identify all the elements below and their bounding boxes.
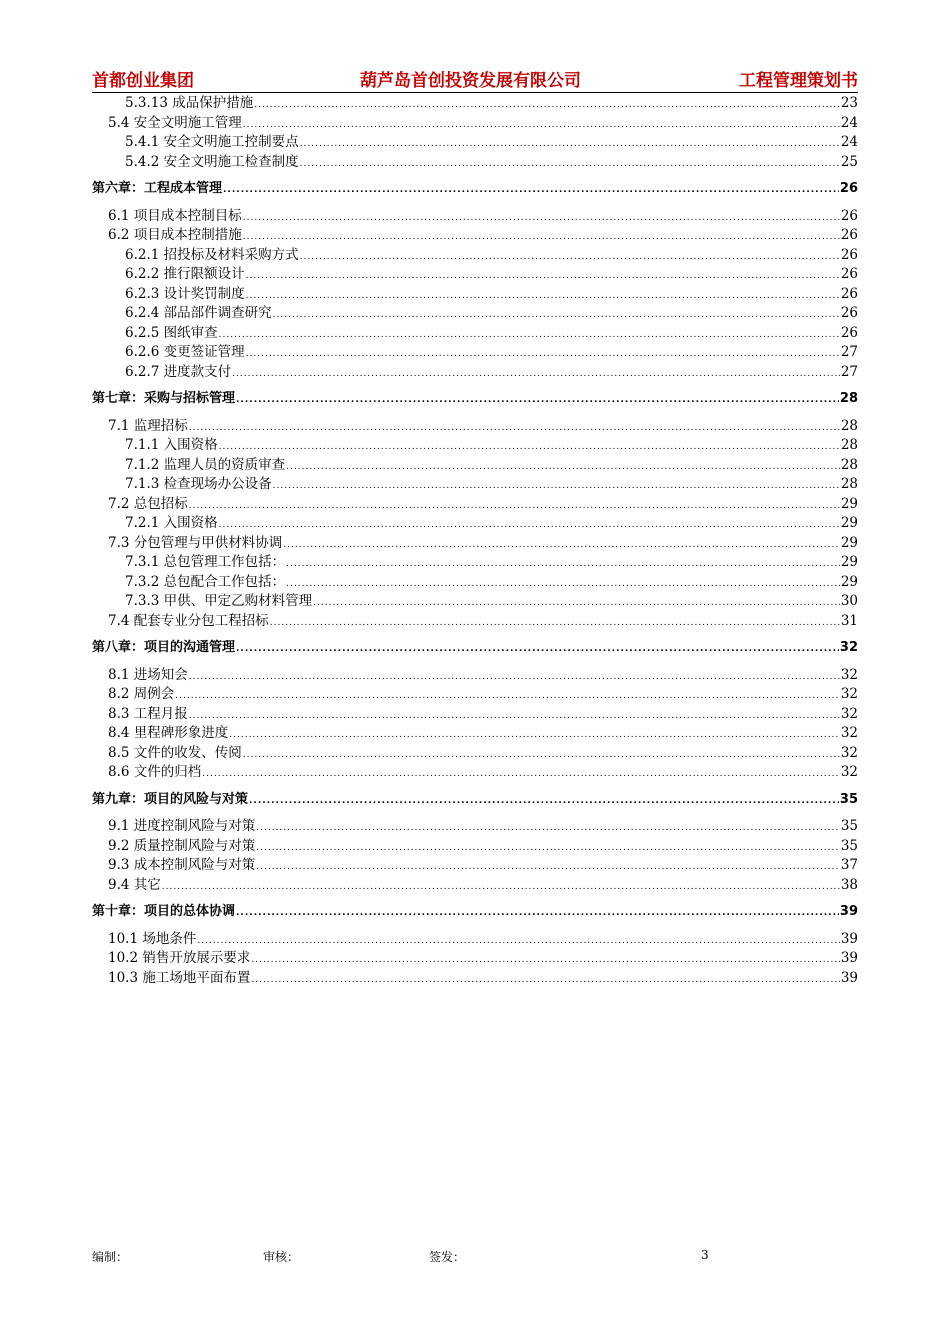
toc-dot-leader — [202, 765, 840, 785]
toc-entry[interactable] — [92, 343, 858, 363]
toc-entry-title: 7.1.3 检查现场办公设备 — [125, 476, 272, 492]
footer-issued-label: 签发： — [429, 1250, 466, 1264]
toc-dot-leader — [283, 536, 840, 556]
toc-dot-leader — [273, 306, 840, 326]
toc-page-number: 27 — [840, 344, 858, 360]
toc-entry[interactable] — [92, 930, 858, 950]
toc-chapter-entry[interactable] — [92, 389, 858, 409]
toc-entry-title: 7.3.3 甲供、甲定乙购材料管理 — [125, 593, 313, 609]
toc-entry[interactable] — [92, 495, 858, 515]
page-footer — [92, 1248, 858, 1266]
toc-dot-leader — [189, 707, 840, 727]
toc-page-number: 35 — [840, 818, 858, 834]
toc-entry-title: 7.4 配套专业分包工程招标 — [108, 612, 269, 629]
toc-entry-title: 6.2.2 推行限额设计 — [125, 266, 245, 282]
toc-entry-title: 5.4.2 安全文明施工检查制度 — [125, 153, 299, 170]
footer-compiled-label: 编制： — [92, 1250, 129, 1264]
toc-entry-title: 10.3 施工场地平面布置 — [108, 969, 251, 986]
toc-page-number: 39 — [839, 904, 858, 919]
toc-entry-title: 第七章：采购与招标管理 — [92, 391, 236, 406]
toc-page-number: 39 — [840, 930, 858, 947]
toc-dot-leader — [256, 839, 840, 859]
toc-entry-title: 第九章：项目的风险与对策 — [92, 791, 249, 807]
toc-entry-title: 7.2 总包招标 — [108, 495, 188, 512]
toc-entry[interactable] — [92, 226, 858, 246]
toc-entry[interactable] — [92, 324, 858, 344]
toc-entry[interactable] — [92, 969, 858, 989]
footer-reviewed-label: 审核： — [263, 1250, 300, 1264]
toc-dot-leader — [232, 365, 840, 385]
toc-dot-leader — [286, 575, 840, 595]
toc-dot-leader — [243, 746, 840, 766]
toc-page-number: 26 — [840, 324, 858, 341]
toc-entry-title: 8.6 文件的归档 — [108, 764, 202, 780]
toc-entry-title: 7.3.1 总包管理工作包括： — [125, 554, 286, 570]
toc-entry-title: 8.1 进场知会 — [108, 666, 188, 683]
toc-page-number: 38 — [840, 876, 858, 893]
toc-page-number: 27 — [840, 363, 858, 380]
toc-dot-leader — [251, 971, 839, 991]
toc-dot-leader — [189, 497, 840, 517]
toc-entry[interactable] — [92, 744, 858, 764]
toc-page-number: 31 — [840, 612, 858, 629]
toc-entry[interactable] — [92, 592, 858, 612]
toc-entry-title: 9.3 成本控制风险与对策 — [108, 857, 256, 873]
toc-entry-title: 8.2 周例会 — [108, 686, 175, 702]
toc-dot-leader — [300, 155, 840, 175]
toc-entry[interactable] — [92, 114, 858, 134]
toc-page-number: 26 — [840, 246, 858, 263]
toc-entry[interactable] — [92, 207, 858, 227]
toc-entry-title: 8.4 里程碑形象进度 — [108, 725, 229, 741]
toc-chapter-entry[interactable] — [92, 638, 858, 658]
toc-dot-leader — [249, 792, 839, 812]
toc-entry-title: 6.2.3 设计奖罚制度 — [125, 285, 245, 302]
toc-dot-leader — [254, 96, 840, 116]
toc-entry[interactable] — [92, 363, 858, 383]
toc-entry-title: 9.1 进度控制风险与对策 — [108, 818, 256, 834]
toc-dot-leader — [243, 209, 840, 229]
toc-entry-title: 6.2.6 变更签证管理 — [125, 344, 245, 360]
toc-chapter-entry[interactable] — [92, 790, 858, 810]
toc-entry[interactable] — [92, 475, 858, 495]
toc-page-number: 30 — [840, 593, 858, 609]
toc-dot-leader — [246, 287, 840, 307]
toc-page-number: 28 — [840, 437, 858, 453]
toc-entry[interactable] — [92, 153, 858, 173]
toc-entry-title: 7.3 分包管理与甲供材料协调 — [108, 534, 283, 551]
toc-dot-leader — [236, 904, 839, 924]
toc-page-number: 26 — [840, 285, 858, 302]
toc-entry-title: 6.2.7 进度款支付 — [125, 363, 232, 380]
toc-entry[interactable] — [92, 417, 858, 437]
toc-page-number: 28 — [840, 417, 858, 434]
toc-entry[interactable] — [92, 612, 858, 632]
toc-entry-title: 第六章：工程成本管理 — [92, 181, 223, 196]
table-of-contents — [92, 94, 858, 988]
toc-entry-title: 8.3 工程月报 — [108, 705, 188, 722]
toc-entry[interactable] — [92, 685, 858, 705]
toc-dot-leader — [243, 116, 840, 136]
toc-page-number: 39 — [840, 969, 858, 986]
toc-entry-title: 9.4 其它 — [108, 876, 161, 893]
toc-entry-title: 6.1 项目成本控制目标 — [108, 207, 242, 224]
toc-entry[interactable] — [92, 304, 858, 324]
toc-entry-title: 8.5 文件的收发、传阅 — [108, 744, 242, 761]
toc-entry[interactable] — [92, 94, 858, 114]
toc-dot-leader — [219, 438, 840, 458]
toc-entry-title: 10.1 场地条件 — [108, 930, 197, 947]
toc-page-number: 32 — [840, 744, 858, 761]
toc-page-number: 29 — [840, 554, 858, 570]
toc-dot-leader — [300, 248, 840, 268]
toc-dot-leader — [256, 858, 840, 878]
toc-page-number: 32 — [840, 705, 858, 722]
toc-dot-leader — [251, 951, 839, 971]
page-header — [92, 70, 858, 93]
toc-entry[interactable] — [92, 837, 858, 857]
toc-entry-title: 6.2.5 图纸审查 — [125, 324, 218, 341]
toc-dot-leader — [256, 819, 840, 839]
toc-entry[interactable] — [92, 949, 858, 969]
header-company-name: 葫芦岛首创投资发展有限公司 — [360, 71, 581, 91]
toc-chapter-entry[interactable] — [92, 902, 858, 922]
toc-entry-title: 7.3.2 总包配合工作包括： — [125, 573, 286, 590]
toc-page-number: 28 — [839, 391, 858, 406]
toc-page-number: 26 — [839, 181, 858, 196]
toc-dot-leader — [313, 594, 840, 614]
toc-dot-leader — [223, 181, 839, 201]
toc-dot-leader — [246, 345, 840, 365]
toc-page-number: 37 — [840, 857, 858, 873]
footer-page-number: 3 — [701, 1248, 709, 1262]
toc-chapter-entry[interactable] — [92, 179, 858, 199]
toc-page-number: 28 — [840, 476, 858, 492]
toc-dot-leader — [189, 419, 840, 439]
toc-dot-leader — [189, 668, 840, 688]
toc-entry[interactable] — [92, 265, 858, 285]
toc-page-number: 26 — [840, 207, 858, 224]
toc-entry[interactable] — [92, 534, 858, 554]
toc-dot-leader — [229, 726, 840, 746]
header-document-title: 工程管理策划书 — [739, 71, 858, 91]
toc-dot-leader — [197, 932, 839, 952]
toc-page-number: 24 — [840, 134, 858, 150]
toc-dot-leader — [236, 640, 839, 660]
toc-entry-title: 6.2.4 部品部件调查研究 — [125, 305, 272, 321]
toc-entry-title: 10.2 销售开放展示要求 — [108, 950, 251, 966]
toc-entry[interactable] — [92, 553, 858, 573]
toc-entry[interactable] — [92, 514, 858, 534]
toc-page-number: 32 — [840, 725, 858, 741]
toc-page-number: 39 — [840, 950, 858, 966]
toc-page-number: 25 — [840, 153, 858, 170]
toc-dot-leader — [270, 614, 840, 634]
toc-entry-title: 5.4.1 安全文明施工控制要点 — [125, 134, 299, 150]
toc-entry-title: 6.2.1 招投标及材料采购方式 — [125, 246, 299, 263]
toc-dot-leader — [286, 555, 840, 575]
toc-entry[interactable] — [92, 285, 858, 305]
toc-entry[interactable] — [92, 133, 858, 153]
toc-entry[interactable] — [92, 436, 858, 456]
toc-page-number: 23 — [840, 95, 858, 111]
toc-page-number: 35 — [839, 791, 858, 807]
toc-dot-leader — [246, 267, 840, 287]
toc-page-number: 26 — [840, 305, 858, 321]
toc-entry[interactable] — [92, 876, 858, 896]
toc-page-number: 28 — [840, 456, 858, 473]
toc-entry-title: 7.1.2 监理人员的资质审查 — [125, 456, 286, 473]
toc-page-number: 29 — [840, 495, 858, 512]
toc-dot-leader — [175, 687, 840, 707]
toc-dot-leader — [219, 516, 840, 536]
toc-entry-title: 5.4 安全文明施工管理 — [108, 114, 242, 131]
header-company-group: 首都创业集团 — [92, 71, 194, 91]
toc-dot-leader — [286, 458, 840, 478]
toc-entry-title: 7.2.1 入围资格 — [125, 515, 218, 531]
toc-entry[interactable] — [92, 856, 858, 876]
toc-page-number: 24 — [840, 114, 858, 131]
toc-page-number: 32 — [840, 764, 858, 780]
toc-page-number: 29 — [840, 515, 858, 531]
toc-page-number: 32 — [839, 640, 858, 655]
toc-entry-title: 7.1 监理招标 — [108, 417, 188, 434]
toc-entry[interactable] — [92, 666, 858, 686]
toc-dot-leader — [236, 391, 839, 411]
toc-page-number: 32 — [840, 686, 858, 702]
toc-entry-title: 第十章：项目的总体协调 — [92, 904, 236, 919]
toc-dot-leader — [243, 228, 840, 248]
toc-entry[interactable] — [92, 456, 858, 476]
toc-entry-title: 6.2 项目成本控制措施 — [108, 227, 242, 243]
toc-dot-leader — [162, 878, 840, 898]
toc-entry-title: 5.3.13 成品保护措施 — [125, 95, 254, 111]
toc-entry[interactable] — [92, 246, 858, 266]
toc-entry[interactable] — [92, 724, 858, 744]
toc-entry[interactable] — [92, 573, 858, 593]
toc-dot-leader — [219, 326, 840, 346]
toc-entry-title: 7.1.1 入围资格 — [125, 437, 218, 453]
toc-page-number: 29 — [840, 573, 858, 590]
toc-entry[interactable] — [92, 763, 858, 783]
toc-dot-leader — [273, 477, 840, 497]
toc-entry[interactable] — [92, 705, 858, 725]
toc-page-number: 35 — [840, 837, 858, 854]
toc-page-number: 26 — [840, 266, 858, 282]
toc-page-number: 26 — [840, 227, 858, 243]
toc-entry-title: 9.2 质量控制风险与对策 — [108, 837, 256, 854]
toc-page-number: 29 — [840, 534, 858, 551]
toc-entry[interactable] — [92, 817, 858, 837]
toc-entry-title: 第八章：项目的沟通管理 — [92, 640, 236, 655]
toc-page-number: 32 — [840, 666, 858, 683]
toc-dot-leader — [300, 135, 840, 155]
